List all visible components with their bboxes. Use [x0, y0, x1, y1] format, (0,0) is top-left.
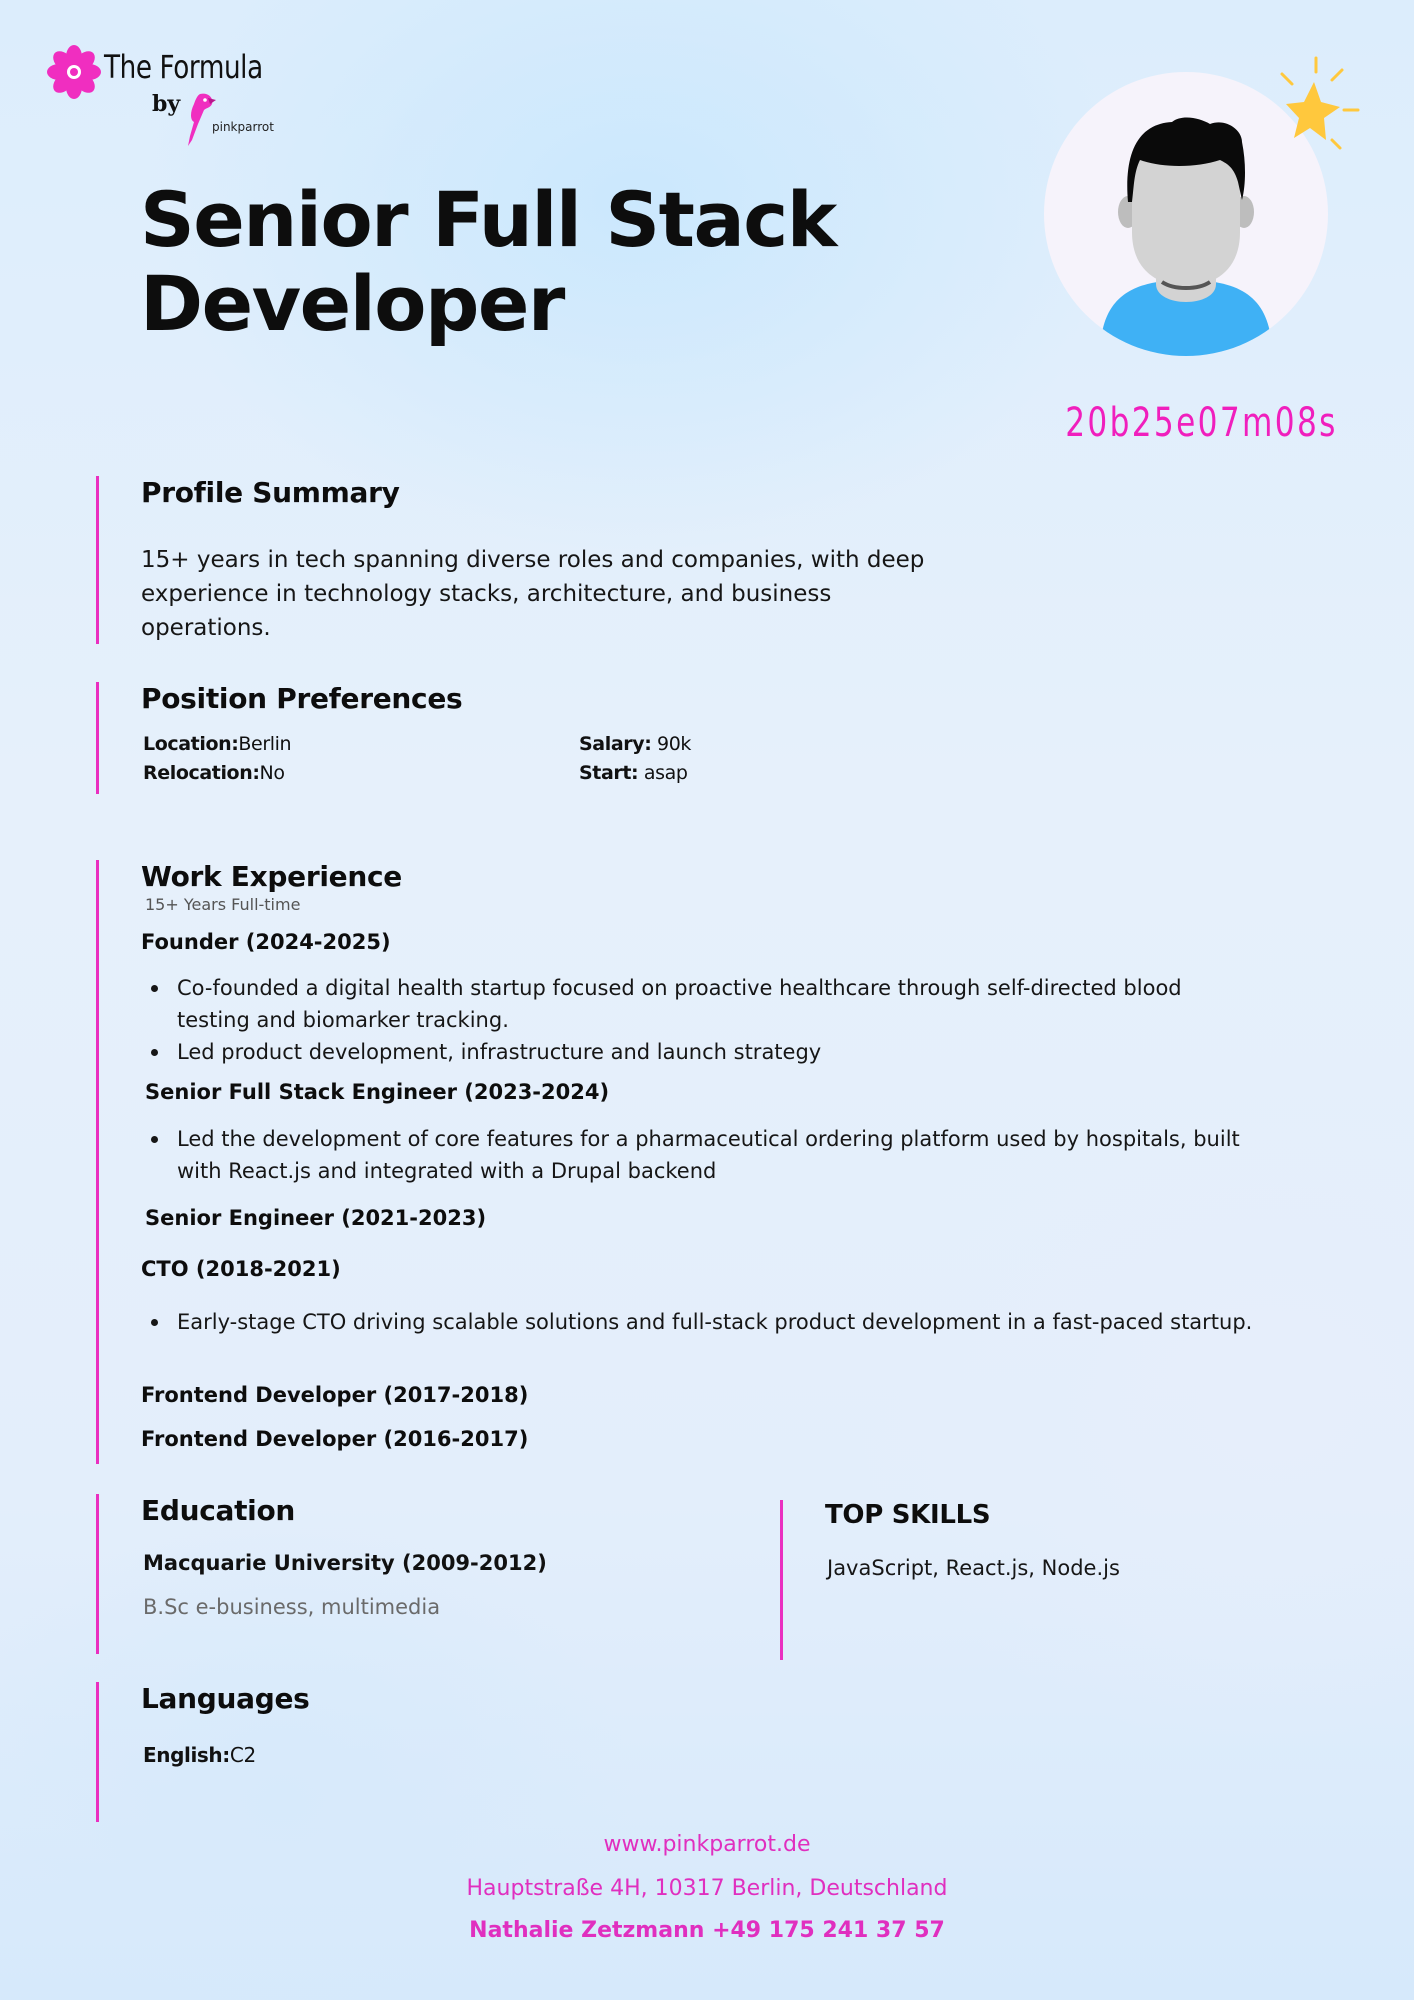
profile-summary-section: [96, 476, 996, 644]
relocation-row: [143, 762, 285, 784]
location-row: [143, 733, 291, 755]
position-preferences-grid: [141, 733, 996, 793]
job-bullets: [141, 1123, 1261, 1187]
start-row: [579, 762, 688, 784]
job-bullet: Led product development, infrastructure and launch strategy: [141, 1036, 1261, 1068]
job-title: Frontend Developer (2017-2018): [141, 1383, 529, 1407]
languages-section: [96, 1682, 696, 1822]
job-title: Frontend Developer (2016-2017): [141, 1427, 529, 1451]
education-section: [96, 1494, 736, 1654]
job-bullet: Led the development of core features for a pharmaceutical ordering platform used by hospitals, built with React.js and integrated with a Drupal backend: [141, 1123, 1261, 1187]
top-skills-text: JavaScript, React.js, Node.js: [827, 1556, 1120, 1580]
job-bullet: Early-stage CTO driving scalable solutions and full-stack product development in a fast-paced startup.: [141, 1306, 1261, 1338]
brand-logo: [46, 44, 306, 154]
job-title: Founder (2024-2025): [141, 930, 391, 954]
salary-row: [579, 733, 691, 755]
language-value: C2: [229, 1743, 256, 1767]
position-preferences-heading: Position Preferences: [141, 682, 463, 715]
job-title: Senior Full Stack Engineer (2023-2024): [145, 1080, 610, 1104]
footer-website[interactable]: www.pinkparrot.de: [603, 1832, 811, 1857]
education-school: Macquarie University (2009-2012): [143, 1551, 547, 1575]
flower-icon: [46, 44, 102, 100]
language-label: English:: [143, 1743, 230, 1767]
star-icon: [1246, 52, 1366, 172]
start-value: asap: [643, 762, 688, 784]
work-experience-heading: Work Experience: [141, 860, 402, 893]
language-row: [143, 1743, 696, 1767]
location-value: Berlin: [238, 733, 292, 755]
profile-summary-text: 15+ years in tech spanning diverse roles and companies, with deep experience in technology stacks, architecture, and business operations.: [141, 547, 925, 641]
candidate-id: 20b25e07m08s: [1065, 400, 1338, 446]
work-experience-section: [96, 860, 1296, 1464]
relocation-value: No: [259, 762, 285, 784]
education-degree: B.Sc e-business, multimedia: [143, 1595, 441, 1619]
position-preferences-section: [96, 682, 996, 794]
job-bullets: [141, 972, 1261, 1068]
logo-parrot-label: pinkparrot: [212, 120, 274, 134]
relocation-label: Relocation:: [143, 762, 260, 784]
salary-label: Salary:: [579, 733, 652, 755]
footer-contact: Nathalie Zetzmann +49 175 241 37 57: [469, 1918, 945, 1943]
job-bullets: [141, 1306, 1261, 1338]
profile-summary-heading: Profile Summary: [141, 476, 400, 509]
salary-value: 90k: [657, 733, 692, 755]
page-title: Senior Full Stack Developer: [140, 175, 836, 348]
start-label: Start:: [579, 762, 639, 784]
top-skills-heading: TOP SKILLS: [825, 1500, 991, 1530]
languages-heading: Languages: [141, 1682, 310, 1715]
parrot-icon: [176, 90, 218, 148]
logo-by-text: by: [152, 91, 181, 117]
footer-address: Hauptstraße 4H, 10317 Berlin, Deutschland: [466, 1876, 948, 1901]
job-title: CTO (2018-2021): [141, 1257, 341, 1281]
work-experience-subheading: 15+ Years Full-time: [145, 895, 301, 914]
logo-brand-text: The Formula: [104, 48, 263, 86]
location-label: Location:: [143, 733, 239, 755]
job-title: Senior Engineer (2021-2023): [145, 1206, 487, 1230]
job-bullet: Co-founded a digital health startup focused on proactive healthcare through self-directed blood testing and biomarker tracking.: [141, 972, 1261, 1036]
top-skills-section: [780, 1500, 1340, 1660]
education-heading: Education: [141, 1494, 296, 1527]
